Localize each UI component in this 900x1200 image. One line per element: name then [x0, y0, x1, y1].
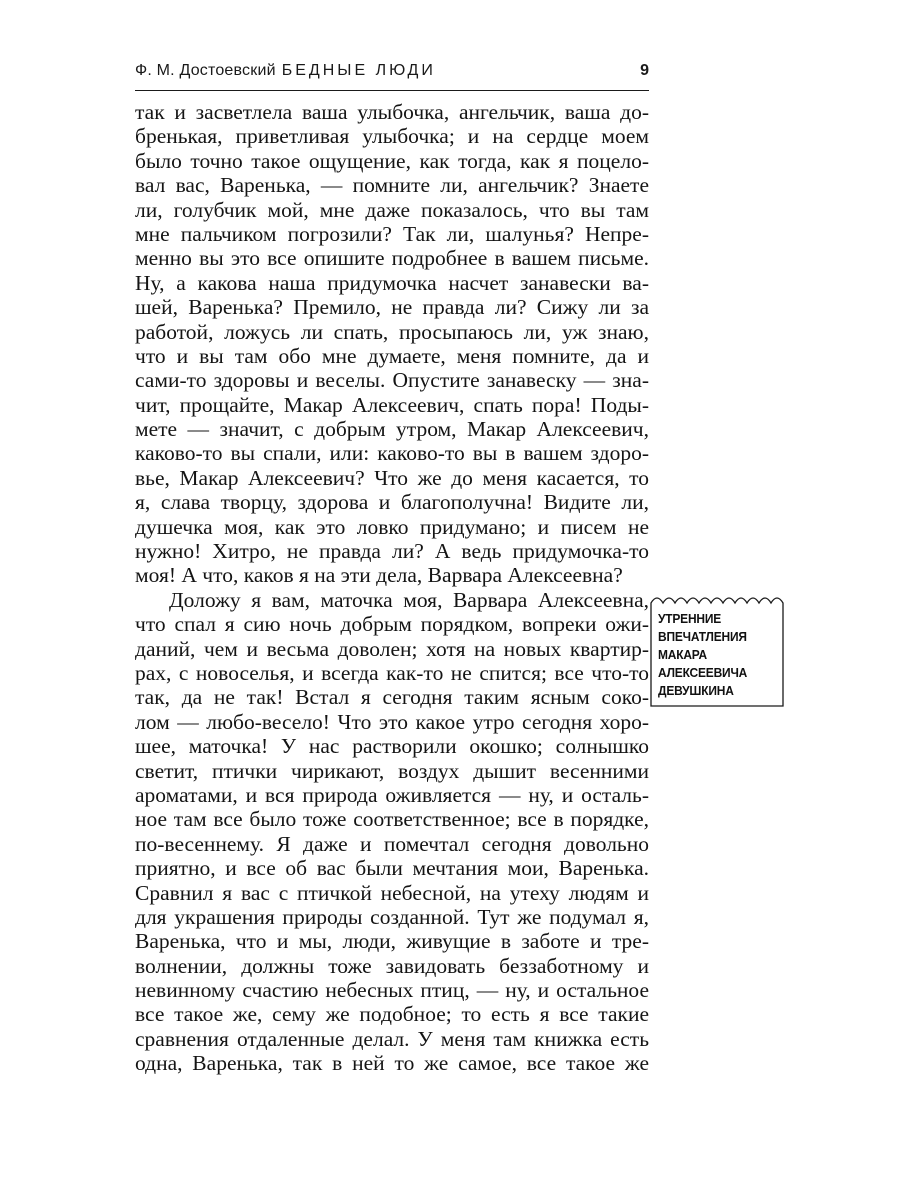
text-line: мете — значит, с добрым утром, Макар Алексеевич, — [135, 417, 649, 442]
running-head — [135, 60, 649, 86]
text-line: сами-то здоровы и веселы. Опустите занавеску — зна- — [135, 368, 649, 393]
text-line: лом — любо-весело! Что это какое утро сегодня хоро- — [135, 709, 649, 734]
text-line: для украшения природы созданной. Тут же подумал я, — [135, 904, 649, 929]
text-line: я, слава творцу, здорова и благополучна! Видите ли, — [135, 490, 649, 515]
text-line: бренькая, приветливая улыбочка; и на сердце моем — [135, 124, 649, 149]
text-line: что и вы там обо мне думаете, меня помните, да и — [135, 343, 649, 368]
text-line: вье, Макар Алексеевич? Что же до меня касается, то — [135, 465, 649, 490]
header-rule — [135, 90, 649, 91]
text-line: шее, маточка! У нас растворили окошко; солнышко — [135, 734, 649, 759]
margin-note-line: УТРЕННИЕ — [658, 611, 722, 626]
margin-note-line: ВПЕЧАТЛЕНИЯ — [658, 629, 747, 644]
running-head-left — [135, 62, 436, 80]
text-line: светит, птички чирикают, воздух дышит весенними — [135, 758, 649, 783]
text-line: Ну, а какова наша придумочка насчет занавески ва- — [135, 270, 649, 295]
text-line: приятно, и все об вас были мечтания мои, Варенька. — [135, 856, 649, 881]
text-line: моя! А что, каков я на эти дела, Варвара Алексеевна? — [135, 563, 623, 588]
text-line: Варенька, что и мы, люди, живущие в заботе и тре- — [135, 929, 649, 954]
text-line: волнении, должны тоже завидовать беззаботному и — [135, 953, 649, 978]
margin-note-line: АЛЕКСЕЕВИЧА — [658, 665, 748, 680]
margin-note-line: ДЕВУШКИНА — [658, 683, 734, 698]
author-name: Ф. М. Достоевский — [135, 62, 276, 79]
text-line: чит, прощайте, Макар Алексеевич, спать пора! Поды- — [135, 392, 649, 417]
text-line: вал вас, Варенька, — помните ли, ангельчик? Знаете — [135, 173, 649, 198]
text-line: нужно! Хитро, не правда ли? А ведь придумочка-то — [135, 539, 649, 564]
text-line: сравнения отдаленные делал. У меня там книжка есть — [135, 1026, 649, 1051]
text-line: мне пальчиком погрозили? Так ли, шалунья? Непре- — [135, 221, 649, 246]
text-line: было точно такое ощущение, как тогда, как я поцело- — [135, 148, 649, 173]
text-line: Доложу я вам, маточка моя, Варвара Алексеевна, — [169, 587, 649, 612]
text-line: так, да не так! Встал я сегодня таким ясным соко- — [135, 685, 649, 710]
text-line: все такое же, сему же подобное; то есть я все такие — [135, 1002, 649, 1027]
text-line: рах, с новоселья, и всегда как-то не спится; все что-то — [135, 660, 649, 685]
text-line: душечка моя, как это ловко придумано; и писем не — [135, 514, 649, 539]
margin-note — [650, 597, 784, 707]
text-line: невинному счастию небесных птиц, — ну, и остальное — [135, 978, 649, 1003]
text-line: каково-то вы спали, или: каково-то вы в вашем здоро- — [135, 441, 649, 466]
text-line: по-весеннему. Я даже и помечтал сегодня довольно — [135, 831, 649, 856]
page-number: 9 — [640, 62, 649, 79]
margin-note-text — [658, 610, 772, 700]
body-text — [135, 100, 649, 1076]
text-line: одна, Варенька, так в ней то же самое, все такое же — [135, 1051, 649, 1076]
text-line: менно вы это все опишите подробнее в вашем письме. — [135, 246, 649, 271]
margin-note-line: МАКАРА — [658, 647, 708, 662]
text-line: ли, голубчик мой, мне даже показалось, что вы там — [135, 197, 649, 222]
text-line: Сравнил я вас с птичкой небесной, на утеху людям и — [135, 880, 649, 905]
book-title: БЕДНЫЕ ЛЮДИ — [281, 62, 436, 79]
text-line: так и засветлела ваша улыбочка, ангельчик, ваша до- — [135, 100, 649, 124]
text-line: даний, чем и весьма доволен; хотя на новых квартир- — [135, 636, 649, 661]
text-line: работой, ложусь ли спать, просыпаюсь ли, уж знаю, — [135, 319, 649, 344]
text-line: шей, Варенька? Премило, не правда ли? Сижу ли за — [135, 295, 649, 320]
text-line: что спал я сию ночь добрым порядком, вопреки ожи- — [135, 612, 649, 637]
text-line: ароматами, и вся природа оживляется — ну, и осталь- — [135, 782, 649, 807]
text-line: ное там все было тоже соответственное; все в порядке, — [135, 807, 649, 832]
